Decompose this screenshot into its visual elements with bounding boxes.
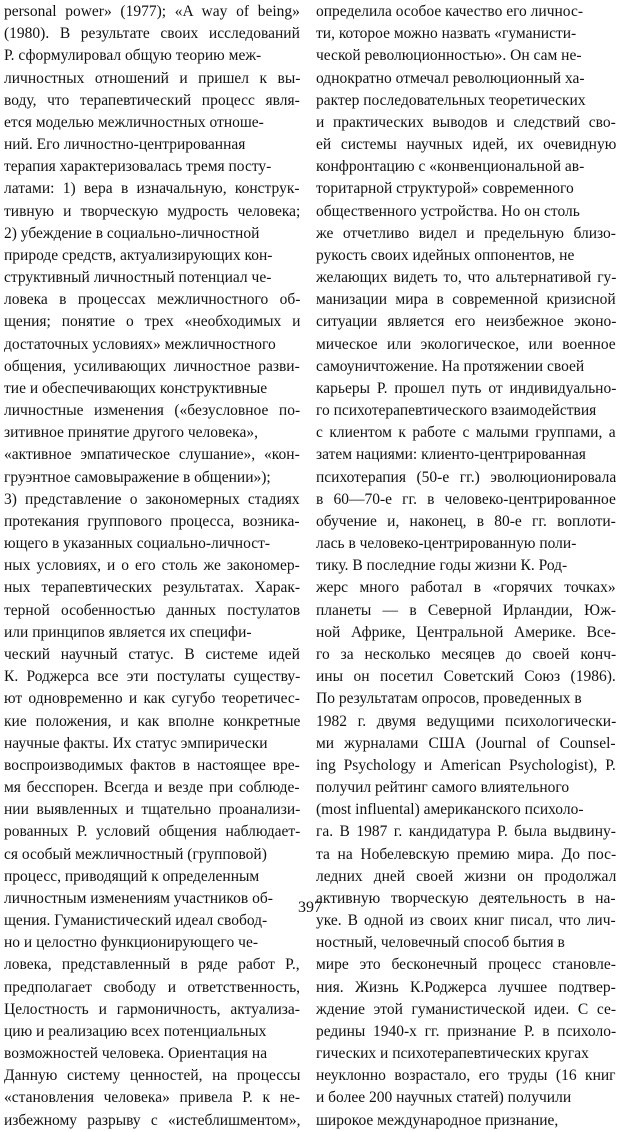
- text-line: personal power» (1977); «A way of being»: [4, 3, 300, 20]
- text-line: ной Африке, Центральной Америке. Все-: [316, 623, 616, 641]
- text-line: ти, которое можно назвать «гуманисти-: [316, 25, 577, 43]
- text-line: неуклонно возрастало, его труды (16 книг: [316, 1067, 616, 1085]
- text-line: однократно отмечал революционный ха-: [316, 69, 585, 87]
- text-line: манизации мира в современной кризисной: [316, 291, 616, 309]
- text-line: го психотерапевтического взаимодействия: [316, 402, 597, 420]
- text-line: нии выявленных и тщательно проанализи-: [4, 801, 301, 819]
- text-line: ей системы научных идей, их очевидную: [316, 136, 617, 154]
- text-line: с клиентом к работе с малыми группами, а: [316, 424, 616, 442]
- text-line: ют одновременно и как сугубо теоретичес-: [4, 690, 300, 708]
- text-line: ми журналами США (Journal of Counsel-: [316, 734, 616, 752]
- text-line: или принципов является их специфи-: [4, 623, 252, 641]
- text-line: груэнтное самовыражение в общении»);: [4, 468, 271, 486]
- text-line: жерс много работал в «горячих точках»: [316, 579, 616, 597]
- left-text-column: [4, 1, 300, 1132]
- text-line: возможностей человека. Ориентация на: [4, 1045, 268, 1063]
- text-line: кие положения, и как вполне конкретные: [4, 712, 301, 730]
- text-line: терапия характеризовалась тремя посту-: [4, 158, 272, 176]
- text-line: воду, что терапевтический процесс явля-: [4, 91, 300, 109]
- text-line: гических и психотерапевтических кругах: [316, 1045, 589, 1063]
- text-line: мя бесспорен. Всегда и везде при соблюде-: [4, 779, 300, 797]
- right-text-column: [316, 1, 616, 1132]
- text-line: получил рейтинг самого влиятельного: [316, 779, 570, 797]
- text-line: и практических выводов и следствий сво-: [316, 113, 616, 131]
- text-line: личностные изменения («безусловное по-: [4, 402, 301, 420]
- text-line: тику. В последние годы жизни К. Род-: [316, 557, 568, 575]
- text-line: планеты — в Северной Ирландии, Юж-: [316, 601, 617, 619]
- text-line: го за несколько месяцев до своей конч-: [316, 645, 617, 663]
- text-line: К. Роджерса все эти постулаты существу-: [4, 668, 301, 686]
- text-line: мическое или экологическое, или военное: [316, 335, 616, 353]
- text-line: самоуничтожение. На протяжении своей: [316, 357, 585, 375]
- text-line: По результатам опросов, проведенных в: [316, 690, 582, 708]
- page-number: 397: [298, 899, 322, 916]
- text-line: рованных Р. условий общения наблюдает-: [4, 823, 301, 841]
- text-line: щения; понятие о трех «необходимых и: [4, 313, 301, 331]
- text-line: торитарной структурой» современного: [316, 180, 574, 198]
- text-line: в 60—70-е гг. в человеко-центрированное: [316, 490, 616, 508]
- text-line: ледних дней своей жизни он продолжал: [316, 867, 617, 885]
- text-line: (1980). В результате своих исследований: [4, 25, 300, 43]
- text-line: Р. сформулировал общую теорию меж-: [4, 47, 262, 65]
- text-line: затем нациями: клиенто-центрированная: [316, 446, 586, 464]
- text-line: терной особенностью данных постулатов: [4, 601, 301, 619]
- text-line: психотерапия (50-е гг.) эволюционировала: [316, 468, 617, 486]
- text-line: природе средств, актуализирующих кон-: [4, 246, 273, 264]
- text-line: достаточных условиях» межличностного: [4, 335, 276, 353]
- text-line: ется моделью межличностных отноше-: [4, 113, 264, 131]
- text-line: ситуации является его неизбежное эконо-: [316, 313, 617, 331]
- text-line: га. В 1987 г. кандидатура Р. была выдвину-: [316, 823, 616, 841]
- text-line: карьеры Р. прошел путь от индивидуально-: [316, 379, 617, 397]
- text-line: ловека в процессах межличностного об-: [4, 291, 301, 309]
- text-line: 2) убеждение в социально-личностной: [4, 224, 260, 242]
- text-line: «становления человека» привела Р. к не-: [4, 1089, 301, 1107]
- text-line: рукость своих идейных оппонентов, не: [316, 246, 575, 264]
- text-line: ся особый межличностный (групповой): [4, 845, 267, 863]
- text-line: личностным изменениям участников об-: [4, 889, 273, 907]
- text-line: общественного устройства. Но он столь: [316, 202, 580, 220]
- text-line: мире это бесконечный процесс становле-: [316, 956, 616, 974]
- text-line: 3) представление о закономерных стадиях: [4, 490, 300, 508]
- text-line: (most influental) американского психоло-: [316, 801, 584, 819]
- text-line: и более 200 научных статей) получили: [316, 1089, 572, 1107]
- text-line: личностных отношений и пришел к вы-: [4, 69, 301, 87]
- text-line: лась в человеко-центрированную поли-: [316, 535, 577, 553]
- text-line: обучение и, наконец, в 80-е гг. воплоти-: [316, 512, 616, 530]
- text-line: активную творческую деятельность в на-: [316, 889, 616, 907]
- text-line: «активное эмпатическое слушание», «кон-: [4, 446, 300, 464]
- text-line: ing Psychology и American Psychologist), Р.: [316, 756, 616, 774]
- text-line: общения, усиливающих личностное разви-: [4, 357, 300, 375]
- text-line: щения. Гуманистический идеал свобод-: [4, 912, 268, 930]
- text-line: уке. В одной из своих книг писал, что лич-: [316, 912, 616, 930]
- text-line: ждение этой гуманистической идеи. С се-: [316, 1000, 617, 1018]
- text-line: ностный, человечный способ бытия в: [316, 934, 565, 952]
- text-line: ющего в указанных социально-личност-: [4, 535, 271, 553]
- text-line: научные факты. Их статус эмпирически: [4, 734, 268, 752]
- text-line: ний. Его личностно-центрированная: [4, 136, 246, 154]
- text-line: зитивное принятие другого человека»,: [4, 424, 258, 442]
- text-line: ческий научный статус. В системе идей: [4, 645, 300, 663]
- text-line: тие и обеспечивающих конструктивные: [4, 379, 268, 397]
- text-line: латами: 1) вера в изначальную, конструк-: [4, 180, 300, 198]
- text-line: широкое международное признание,: [316, 1111, 559, 1129]
- text-line: та на Нобелевскую премию мира. До пос-: [316, 845, 617, 863]
- text-line: протекания группового процесса, возника-: [4, 512, 300, 530]
- text-line: ных терапевтических результатах. Харак-: [4, 579, 301, 597]
- text-line: Целостность и гармоничность, актуализа-: [4, 1000, 300, 1018]
- text-line: ины он посетил Советский Союз (1986).: [316, 668, 616, 686]
- text-line: предполагает свободу и ответственность,: [4, 978, 301, 996]
- text-line: же отчетливо видел и предельную близо-: [316, 224, 616, 242]
- text-line: цию и реализацию всех потенциальных: [4, 1022, 267, 1040]
- text-line: 1982 г. двумя ведущими психологически-: [316, 712, 617, 730]
- text-line: ловека, представленный в ряде работ Р.,: [4, 956, 300, 974]
- text-line: процесс, приводящий к определенным: [4, 867, 260, 885]
- text-line: конфронтацию с «конвенциональной ав-: [316, 158, 585, 176]
- text-line: тивную и творческую мудрость человека;: [4, 202, 301, 220]
- text-line: ных условиях, и о его столь же закономер-: [4, 557, 300, 575]
- text-line: рактер последовательных теоретических: [316, 91, 586, 109]
- text-line: избежному разрыву с «истеблишментом»,: [4, 1111, 301, 1129]
- text-line: ческой революционностью». Он сам не-: [316, 47, 582, 65]
- text-line: но и целостно функционирующего че-: [4, 934, 258, 952]
- text-line: воспроизводимых фактов в настоящее вре-: [4, 756, 300, 774]
- text-line: ния. Жизнь К.Роджерса лучшее подтвер-: [316, 978, 616, 996]
- text-line: Данную систему ценностей, на процессы: [4, 1067, 301, 1085]
- text-line: определила особое качество его личнос-: [316, 3, 583, 20]
- text-line: редины 1940-х гг. признание Р. в психоло-: [316, 1022, 617, 1040]
- text-line: желающих видеть то, что альтернативой гу-: [316, 269, 617, 287]
- text-line: структивный личностный потенциал че-: [4, 269, 272, 287]
